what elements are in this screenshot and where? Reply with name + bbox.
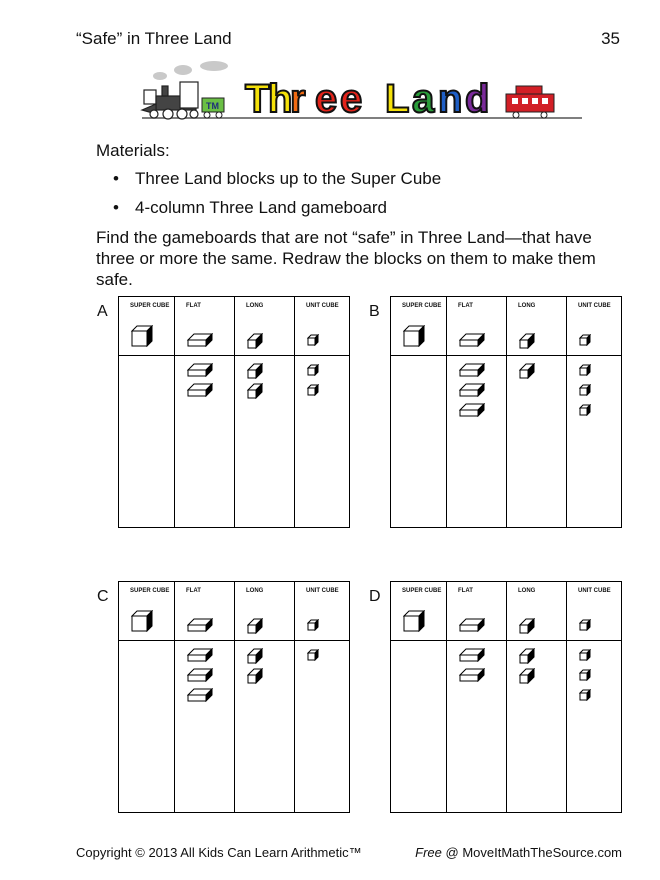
gameboard-column-line — [294, 582, 295, 812]
unit-cube-block-icon — [579, 688, 591, 706]
unit-cube-block-icon — [307, 383, 319, 401]
gameboard-column-line — [234, 297, 235, 527]
flat-block-icon — [459, 403, 485, 422]
long-icon — [519, 333, 535, 354]
gameboard-column-line — [446, 297, 447, 527]
flat-block-icon — [459, 383, 485, 402]
column-header-super-cube: SUPER CUBE — [402, 588, 442, 594]
banner-letter: e — [315, 77, 338, 121]
unit-cube-block-icon — [307, 363, 319, 381]
flat-block-icon — [187, 648, 213, 667]
page-number: 35 — [601, 29, 620, 48]
gameboard-column-line — [506, 582, 507, 812]
gameboard-column-line — [294, 297, 295, 527]
materials-item: • 4-column Three Land gameboard — [113, 198, 388, 217]
materials-item-text: Three Land blocks up to the Super Cube — [135, 169, 442, 188]
unit-cube-icon — [579, 618, 591, 636]
board-letter: B — [369, 303, 380, 320]
flat-block-icon — [187, 688, 213, 707]
unit-cube-block-icon — [579, 668, 591, 686]
long-block-icon — [247, 363, 263, 384]
flat-icon — [459, 618, 485, 637]
banner-letter: n — [438, 77, 463, 121]
column-header-long: LONG — [518, 588, 536, 594]
column-header-unit-cube: UNIT CUBE — [306, 303, 339, 309]
board-letter: C — [97, 588, 109, 605]
gameboard-column-line — [234, 582, 235, 812]
long-icon — [519, 618, 535, 639]
gameboard — [390, 581, 622, 813]
instructions-paragraph: Find the gameboards that are not “safe” in Three Land—that have three or more the same. Redraw the blocks on them to make them safe. — [96, 228, 596, 289]
flat-block-icon — [459, 363, 485, 382]
source-link — [415, 845, 622, 860]
long-block-icon — [247, 668, 263, 689]
gameboard-column-line — [566, 582, 567, 812]
copyright-notice: Copyright © 2013 All Kids Can Learn Arithmetic™ — [76, 845, 362, 860]
materials-item-text: 4-column Three Land gameboard — [135, 198, 388, 217]
super-cube-icon — [403, 610, 425, 637]
column-header-long: LONG — [518, 303, 536, 309]
column-header-flat: FLAT — [458, 303, 473, 309]
banner-letter: h — [268, 77, 293, 121]
banner-letter: a — [412, 77, 435, 121]
column-header-flat: FLAT — [458, 588, 473, 594]
long-icon — [247, 333, 263, 354]
banner-letter: d — [465, 77, 490, 121]
smoke-puff-icon — [174, 65, 192, 75]
column-header-unit-cube: UNIT CUBE — [578, 588, 611, 594]
smoke-puff-icon — [153, 72, 167, 80]
column-header-flat: FLAT — [186, 588, 201, 594]
gameboard-column-line — [446, 582, 447, 812]
gameboard-column-line — [174, 297, 175, 527]
flat-icon — [459, 333, 485, 352]
board-letter: D — [369, 588, 381, 605]
banner-letter: T — [245, 77, 270, 121]
column-header-unit-cube: UNIT CUBE — [578, 303, 611, 309]
flat-block-icon — [187, 363, 213, 382]
long-block-icon — [247, 383, 263, 404]
source-url: @ MoveItMathTheSource.com — [445, 845, 622, 860]
banner-letter: e — [340, 77, 363, 121]
three-land-banner-logo — [140, 60, 585, 128]
long-block-icon — [519, 668, 535, 689]
gameboard — [118, 296, 350, 528]
unit-cube-block-icon — [579, 648, 591, 666]
long-block-icon — [519, 648, 535, 669]
unit-cube-block-icon — [579, 383, 591, 401]
column-header-long: LONG — [246, 303, 264, 309]
flat-block-icon — [459, 648, 485, 667]
banner-letter: r — [290, 77, 306, 121]
smoke-puff-icon — [200, 61, 228, 71]
page-header-title: “Safe” in Three Land — [76, 29, 232, 48]
locomotive-icon — [142, 82, 198, 119]
banner-letters — [245, 77, 489, 121]
board-letter: A — [97, 303, 108, 320]
flat-icon — [187, 618, 213, 637]
super-cube-icon — [131, 325, 153, 352]
gameboard-column-line — [174, 582, 175, 812]
flat-block-icon — [187, 668, 213, 687]
long-block-icon — [519, 363, 535, 384]
gameboard — [390, 296, 622, 528]
column-header-flat: FLAT — [186, 303, 201, 309]
trademark-label: TM — [206, 101, 219, 111]
materials-item: • Three Land blocks up to the Super Cube — [113, 169, 442, 188]
flat-block-icon — [459, 668, 485, 687]
gameboard-column-line — [566, 297, 567, 527]
super-cube-icon — [131, 610, 153, 637]
unit-cube-icon — [579, 333, 591, 351]
column-header-unit-cube: UNIT CUBE — [306, 588, 339, 594]
gameboard-column-line — [506, 297, 507, 527]
unit-cube-icon — [307, 333, 319, 351]
column-header-super-cube: SUPER CUBE — [402, 303, 442, 309]
free-label: Free — [415, 845, 442, 860]
gameboard — [118, 581, 350, 813]
unit-cube-icon — [307, 618, 319, 636]
column-header-super-cube: SUPER CUBE — [130, 303, 170, 309]
column-header-long: LONG — [246, 588, 264, 594]
unit-cube-block-icon — [579, 363, 591, 381]
super-cube-icon — [403, 325, 425, 352]
unit-cube-block-icon — [307, 648, 319, 666]
banner-letter: L — [385, 77, 410, 121]
unit-cube-block-icon — [579, 403, 591, 421]
column-header-super-cube: SUPER CUBE — [130, 588, 170, 594]
long-block-icon — [247, 648, 263, 669]
flat-block-icon — [187, 383, 213, 402]
materials-heading: Materials: — [96, 141, 170, 160]
long-icon — [247, 618, 263, 639]
caboose-icon — [506, 86, 554, 118]
flat-icon — [187, 333, 213, 352]
